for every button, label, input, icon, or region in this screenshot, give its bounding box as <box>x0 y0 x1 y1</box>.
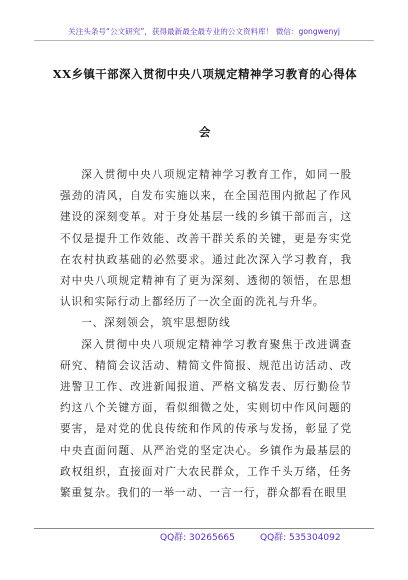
document-title-continuation: 会 <box>199 125 211 139</box>
footer-divider <box>34 528 374 529</box>
body-paragraph: 深入贯彻中央八项规定精神学习教育聚焦于改进调查研究、精简会议活动、精简文件简报、规范出访活动、改进警卫工作、改进新闻报道、严格文稿发表、厉行勤俭节约这八个关键方面，看似细微之处，实则切中作风问题的要害，是对党的优良传统和作风的传承与发扬，彰显了党中央直面问题、从严治党的坚定决心。乡镇作为最基层的政权组织，直接面对广大农民群众，工作千头万绪，任务繁重复杂。我们的一举一动、一言一行，群众都看在眼里 <box>60 338 352 500</box>
footer-qq-group-2: QQ群: 535304092 <box>260 533 341 543</box>
header-banner: 关注头条号“公文研究”，获得最新最全最专业的公文资料库！ 微信：gongwenyj <box>68 27 340 36</box>
footer-qq-group-1: QQ群: 30265665 <box>160 533 235 543</box>
document-body <box>60 165 352 504</box>
header-divider <box>34 40 374 41</box>
section-heading: 一、深刻领会，筑牢思想防线 <box>81 317 231 330</box>
document-title: XX乡镇干部深入贯彻中央八项规定精神学习教育的心得体 <box>52 67 358 81</box>
body-paragraph: 深入贯彻中央八项规定精神学习教育工作，如同一股强劲的清风，自发布实施以来，在全国范围内掀起了作风建设的深刻变革。对于身处基层一线的乡镇干部而言，这不仅是提升工作效能、改善干群关系的关键，更是夯实党在农村执政基础的必然要求。通过此次深入学习教育，我对中央八项规定精神有了更为深刻、透彻的领悟，在思想认识和实际行动上都经历了一次全面的洗礼与升华。 <box>60 169 352 309</box>
